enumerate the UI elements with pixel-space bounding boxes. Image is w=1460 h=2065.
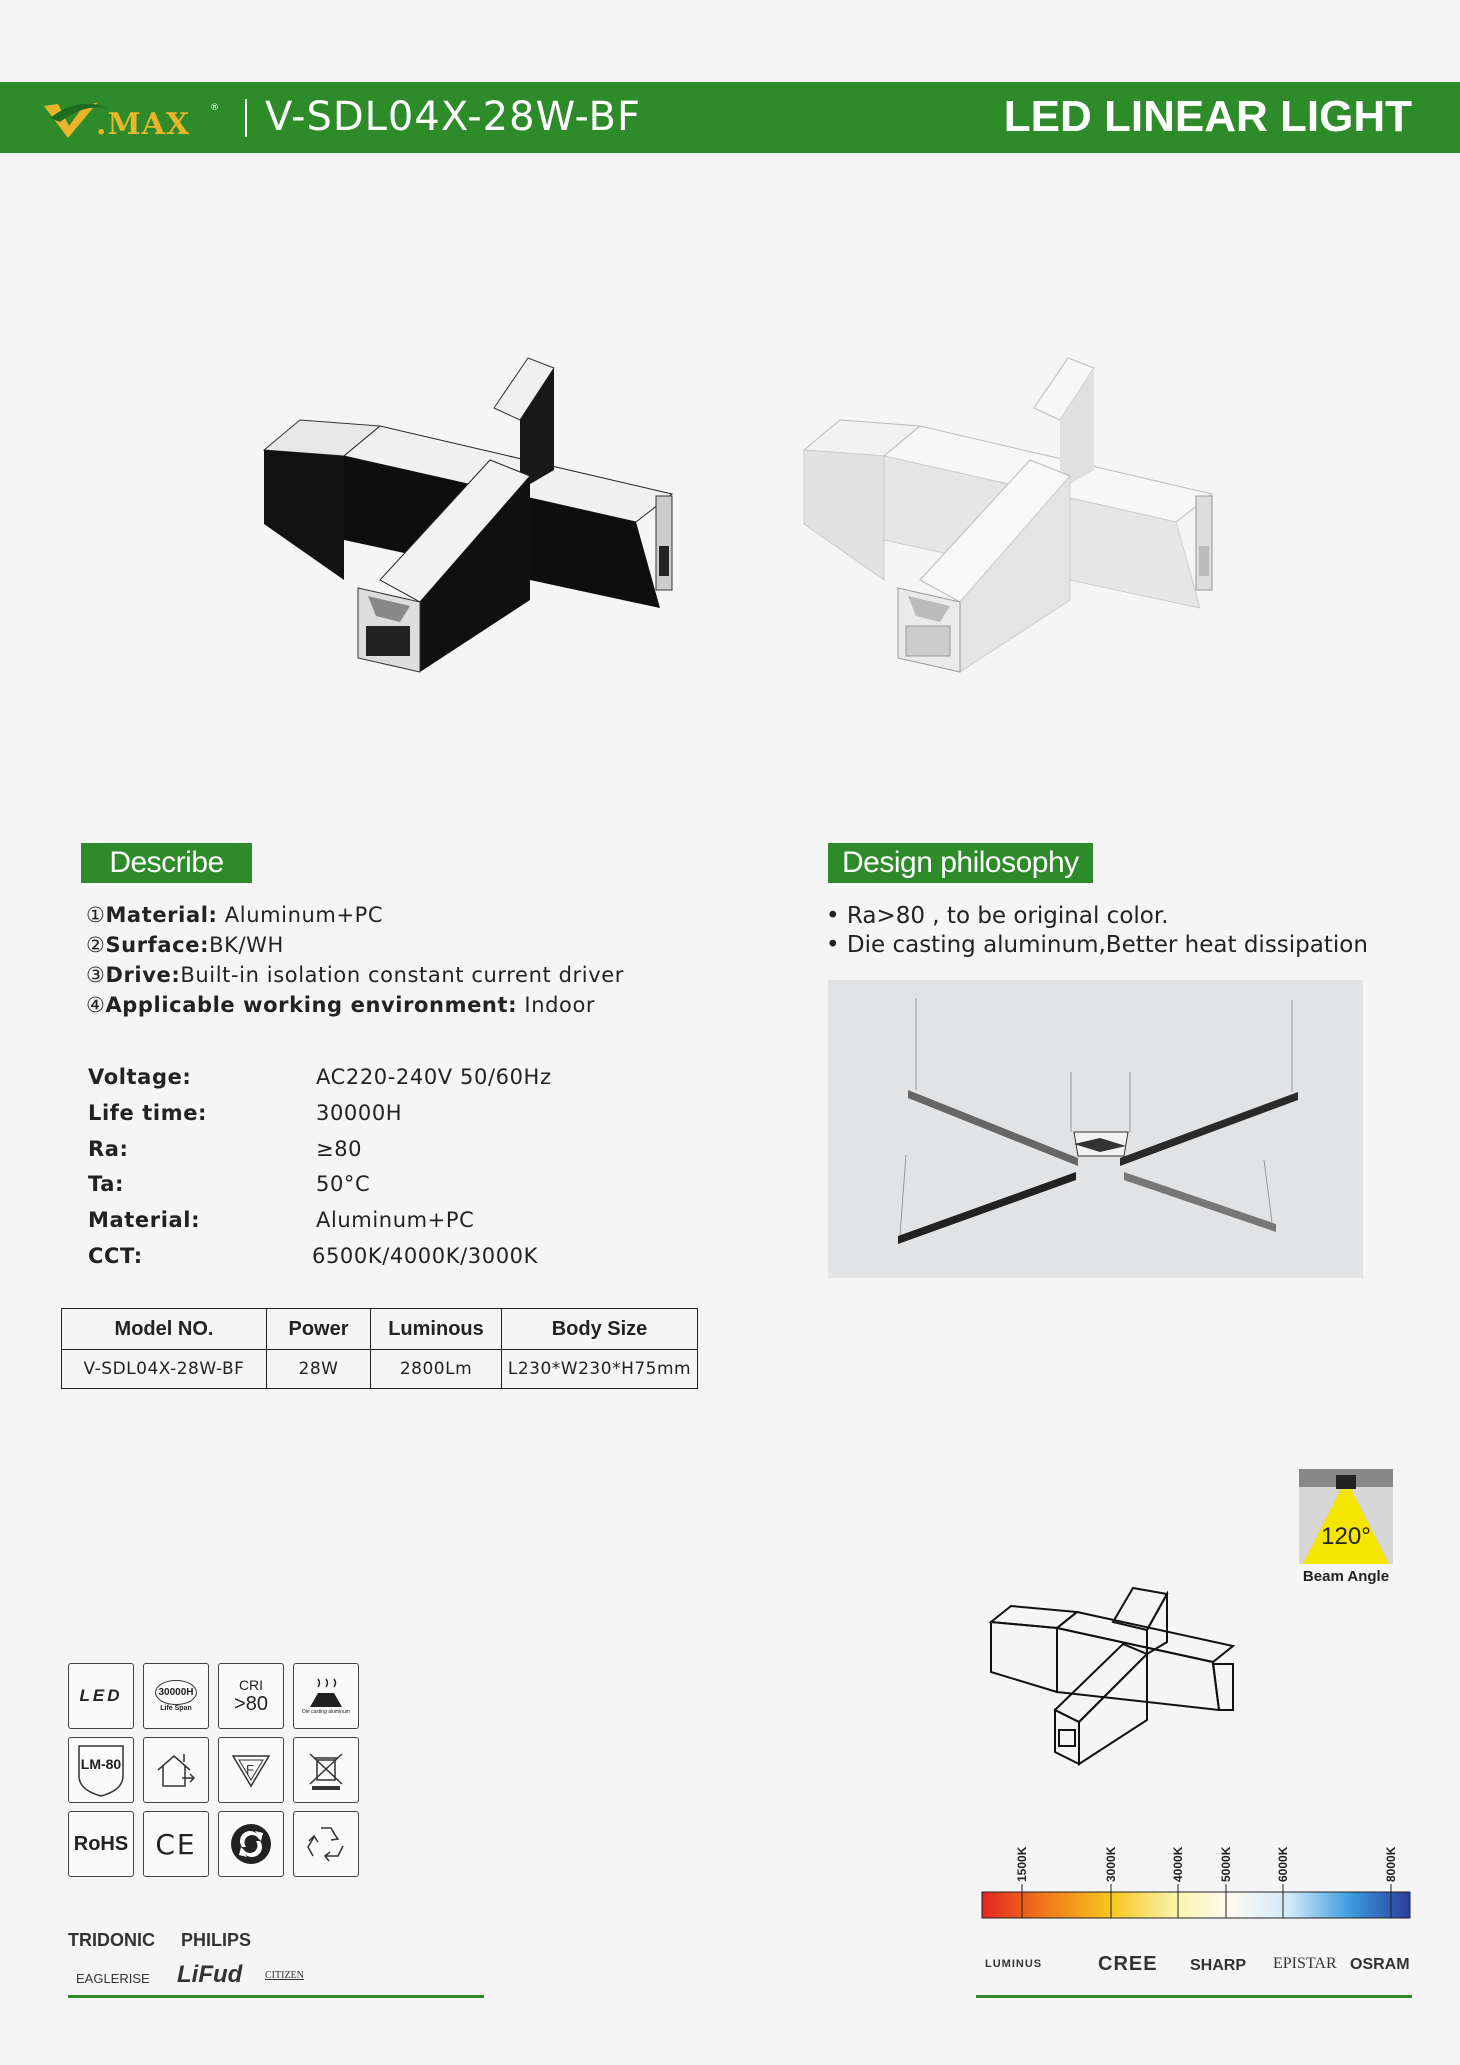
lifespan-icon: 30000H Life Span [143, 1663, 209, 1729]
spec-value: 50°C [316, 1172, 371, 1196]
describe-section-title: Describe [81, 843, 252, 883]
brand-philips-logo: PHILIPS [181, 1930, 252, 1950]
design-section-title: Design philosophy [828, 843, 1093, 883]
header-separator [245, 99, 247, 137]
table-cell: 28W [267, 1350, 371, 1389]
indoor-home-icon [143, 1737, 209, 1803]
describe-item: ①Material: Aluminum+PC [86, 903, 384, 927]
installation-render-image [828, 980, 1363, 1278]
cct-label: 5000K [1219, 1846, 1233, 1882]
table-header: Power [267, 1309, 371, 1350]
spec-label: Voltage: [88, 1065, 192, 1089]
cct-label: 6000K [1276, 1846, 1290, 1882]
green-dot-icon [218, 1811, 284, 1877]
beam-angle-label: Beam Angle [1302, 1568, 1390, 1585]
footer-green-line-right [976, 1995, 1412, 1998]
ce-icon: CE [143, 1811, 209, 1877]
spec-value: 30000H [316, 1101, 403, 1125]
cri-icon: CRI >80 [218, 1663, 284, 1729]
table-header: Body Size [502, 1309, 698, 1350]
rohs-icon: RoHS [68, 1811, 134, 1877]
brand-epistar-logo: EPISTAR [1273, 1955, 1337, 1972]
describe-item: ③Drive:Built-in isolation constant current driver [86, 963, 624, 987]
cct-labels [980, 1840, 1415, 1890]
brand-eaglerise-logo: EAGLERISE [76, 1971, 150, 1986]
die-casting-icon: Die casting aluminum [293, 1663, 359, 1729]
beam-angle-value: 120° [1321, 1523, 1371, 1550]
product-type-title: LED LINEAR LIGHT [1003, 92, 1412, 141]
design-bullet: • Ra>80 , to be original color. [826, 903, 1169, 929]
table-header-row [62, 1309, 698, 1350]
spec-label: Ta: [88, 1172, 124, 1196]
table-header: Model NO. [62, 1309, 267, 1350]
cct-label: 1500K [1015, 1846, 1029, 1882]
svg-text:.MAX: .MAX [96, 107, 191, 142]
spec-label: CCT: [88, 1244, 143, 1268]
cct-label: 3000K [1104, 1846, 1118, 1882]
brand-cree-logo: CREE [1098, 1953, 1158, 1975]
table-cell: V-SDL04X-28W-BF [62, 1350, 267, 1389]
describe-item: ④Applicable working environment: Indoor [86, 993, 596, 1017]
brand-luminus-logo: LUMINUS [985, 1958, 1043, 1970]
white-cross-light-image [780, 350, 1220, 680]
svg-text:®: ® [210, 103, 219, 113]
table-cell: 2800Lm [371, 1350, 502, 1389]
f-mark-icon [218, 1737, 284, 1803]
lm80-icon: LM-80 [68, 1737, 134, 1803]
brand-citizen-logo: CITIZEN [265, 1970, 304, 1981]
brand-lifud-logo: LiFud [177, 1961, 243, 1988]
table-row [62, 1350, 698, 1389]
svg-text:F: F [246, 1762, 254, 1777]
describe-list [86, 900, 624, 1020]
spec-value: AC220-240V 50/60Hz [316, 1065, 552, 1089]
design-bullet: • Die casting aluminum,Better heat dissipation [826, 932, 1368, 958]
cct-label: 4000K [1171, 1846, 1185, 1882]
spec-value: ≥80 [316, 1137, 363, 1161]
spec-value: Aluminum+PC [316, 1208, 475, 1232]
line-drawing-image [985, 1580, 1240, 1770]
spec-label: Ra: [88, 1137, 129, 1161]
recycle-icon [293, 1811, 359, 1877]
model-title: V-SDL04X-28W-BF [265, 94, 641, 140]
cct-label: 8000K [1384, 1846, 1398, 1882]
brand-tridonic-logo: TRIDONIC [68, 1930, 155, 1950]
black-cross-light-image [240, 350, 680, 680]
describe-item: ②Surface:BK/WH [86, 933, 284, 957]
spec-label: Material: [88, 1208, 201, 1232]
table-header: Luminous [371, 1309, 502, 1350]
spec-value: 6500K/4000K/3000K [312, 1244, 538, 1268]
weee-bin-icon [293, 1737, 359, 1803]
brand-osram-logo: OSRAM [1350, 1956, 1410, 1973]
vmax-logo [38, 88, 228, 146]
table-cell: L230*W230*H75mm [502, 1350, 698, 1389]
model-table [61, 1308, 698, 1389]
led-icon: LED [68, 1663, 134, 1729]
spec-label: Life time: [88, 1101, 208, 1125]
brand-sharp-logo: SHARP [1190, 1957, 1247, 1974]
footer-green-line-left [68, 1995, 484, 1998]
